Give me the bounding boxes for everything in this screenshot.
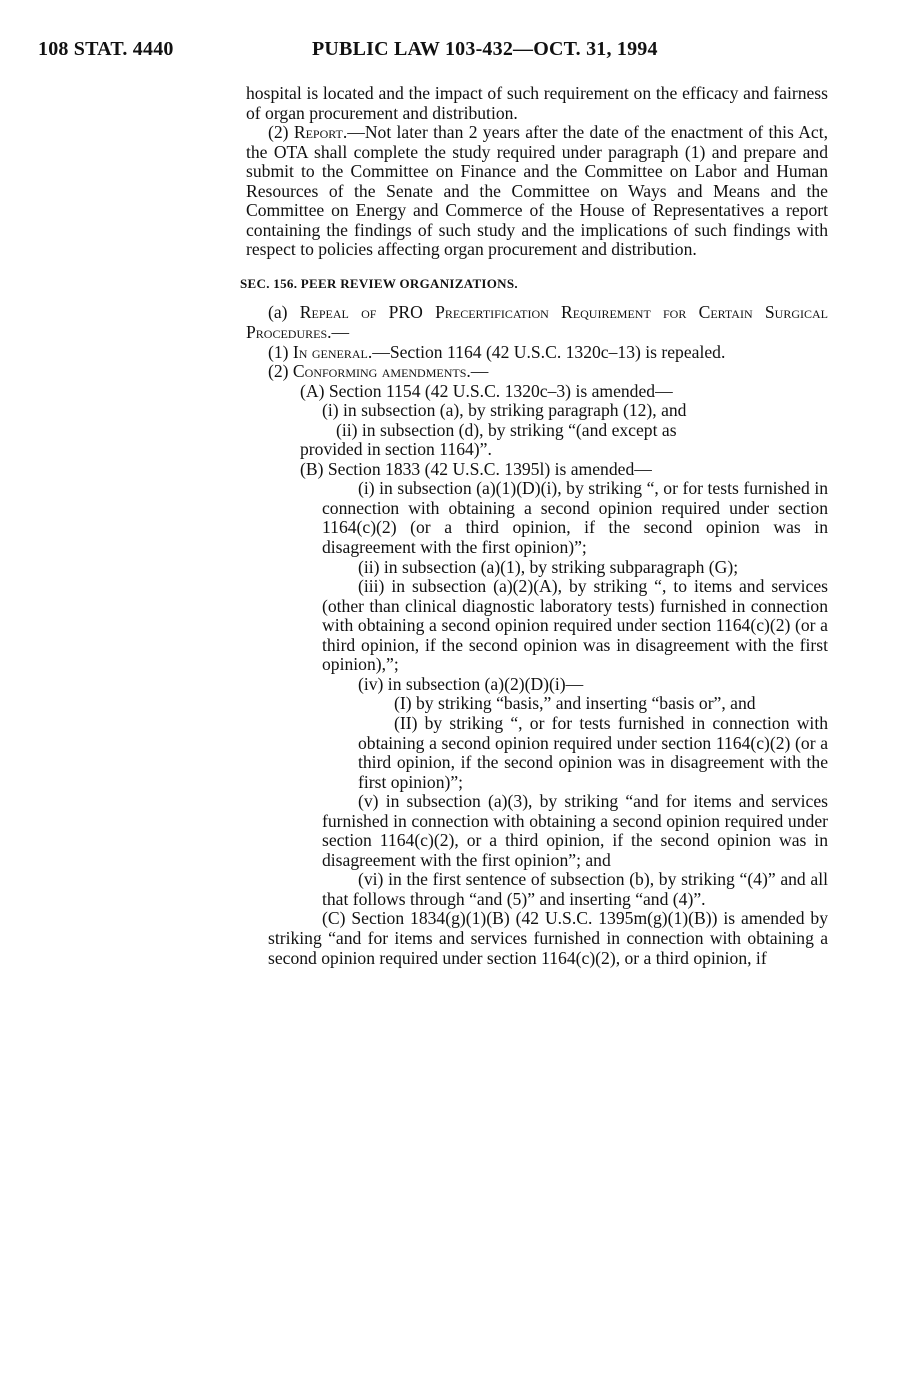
subparagraph-A: (A) Section 1154 (42 U.S.C. 1320c–3) is amended—	[300, 380, 673, 401]
subsection-heading: Repeal of PRO Precertification Requirement for Certain Surgical Procedures	[246, 302, 828, 343]
subclause-B-iv-II: (II) by striking “, or for tests furnished in connection with obtaining a second opinion required under section 1164(c)(2) (or a third opinion, if the second opinion was in disagreement with the first opinion)”;	[358, 712, 828, 792]
paragraph-continued: hospital is located and the impact of such requirement on the efficacy and fairness of organ procurement and distribution.	[246, 83, 828, 123]
paragraph-report	[246, 123, 828, 260]
subparagraph-B: (B) Section 1833 (42 U.S.C. 1395l) is amended—	[300, 458, 652, 479]
paragraph-text: .—Not later than 2 years after the date of the enactment of this Act, the OTA shall complete the study required under paragraph (1) and prepare and submit to the Committee on Finance and the Committee on Labor and Human Resources of the Senate and the Committee on Ways and Means and the Committee on Energy and Commerce of the House of Representatives a report containing the findings of such study and the implications of such findings with respect to policies affecting organ procurement and distribution.	[246, 122, 829, 260]
page-stat-reference: 108 STAT. 4440	[38, 38, 174, 60]
clause-B-v: (v) in subsection (a)(3), by striking “and for items and services furnished in connection with obtaining a second opinion required under section 1164(c)(2), or a third opinion, if the second opinion was in disagreement with the first opinion”; and	[322, 791, 828, 870]
paragraph-number: (2)	[268, 122, 294, 143]
clause-B-iii: (iii) in subsection (a)(2)(A), by striking “, to items and services (other than clinical diagnostic laboratory tests) furnished in connection with obtaining a second opinion required under section 1164(c)(2) (or a third opinion, if the second opinion was in disagreement with the first opinion),”;	[322, 576, 828, 675]
clause-B-ii: (ii) in subsection (a)(1), by striking subparagraph (G);	[358, 556, 739, 577]
subsection-number: (a)	[268, 302, 300, 323]
paragraph-heading: Report	[293, 122, 343, 143]
page-law-header: PUBLIC LAW 103-432—OCT. 31, 1994	[312, 38, 658, 60]
clause-A-ii-line2: provided in section 1164)”.	[300, 439, 492, 460]
clause-B-iv: (iv) in subsection (a)(2)(D)(i)—	[358, 673, 584, 694]
subclause-B-iv-I: (I) by striking “basis,” and inserting “basis or”, and	[394, 693, 756, 714]
section-heading: SEC. 156. PEER REVIEW ORGANIZATIONS.	[240, 275, 518, 291]
clause-A-ii-line1: (ii) in subsection (d), by striking “(and except as	[336, 419, 677, 440]
subsection-dash: .—	[327, 322, 350, 343]
paragraph-number: (1)	[268, 341, 293, 362]
paragraph-heading: Conforming amendments	[292, 361, 467, 382]
paragraph-heading: In general	[292, 341, 368, 362]
paragraph-number: (2)	[268, 361, 293, 382]
paragraph-text: .—Section 1164 (42 U.S.C. 1320c–13) is repealed.	[367, 341, 726, 362]
clause-B-vi: (vi) in the first sentence of subsection (b), by striking “(4)” and all that follows through “and (5)” and inserting “and (4)”.	[322, 869, 828, 909]
subsection-a	[246, 303, 828, 342]
paragraph-a2	[246, 362, 828, 382]
paragraph-a1	[246, 343, 828, 363]
document-body	[240, 83, 829, 968]
paragraph-dash: .—	[466, 361, 489, 382]
clause-B-i: (i) in subsection (a)(1)(D)(i), by striking “, or for tests furnished in connection with obtaining a second opinion required under section 1164(c)(2) (or a third opinion, if the second opinion was in disagreement with the first opinion)”;	[322, 478, 828, 558]
subparagraph-C: (C) Section 1834(g)(1)(B) (42 U.S.C. 1395m(g)(1)(B)) is amended by striking “and for items and services furnished in connection with obtaining a second opinion required under section 1164(c)(2), or a third opinion, if	[268, 908, 828, 968]
clause-A-i: (i) in subsection (a), by striking paragraph (12), and	[322, 400, 687, 421]
